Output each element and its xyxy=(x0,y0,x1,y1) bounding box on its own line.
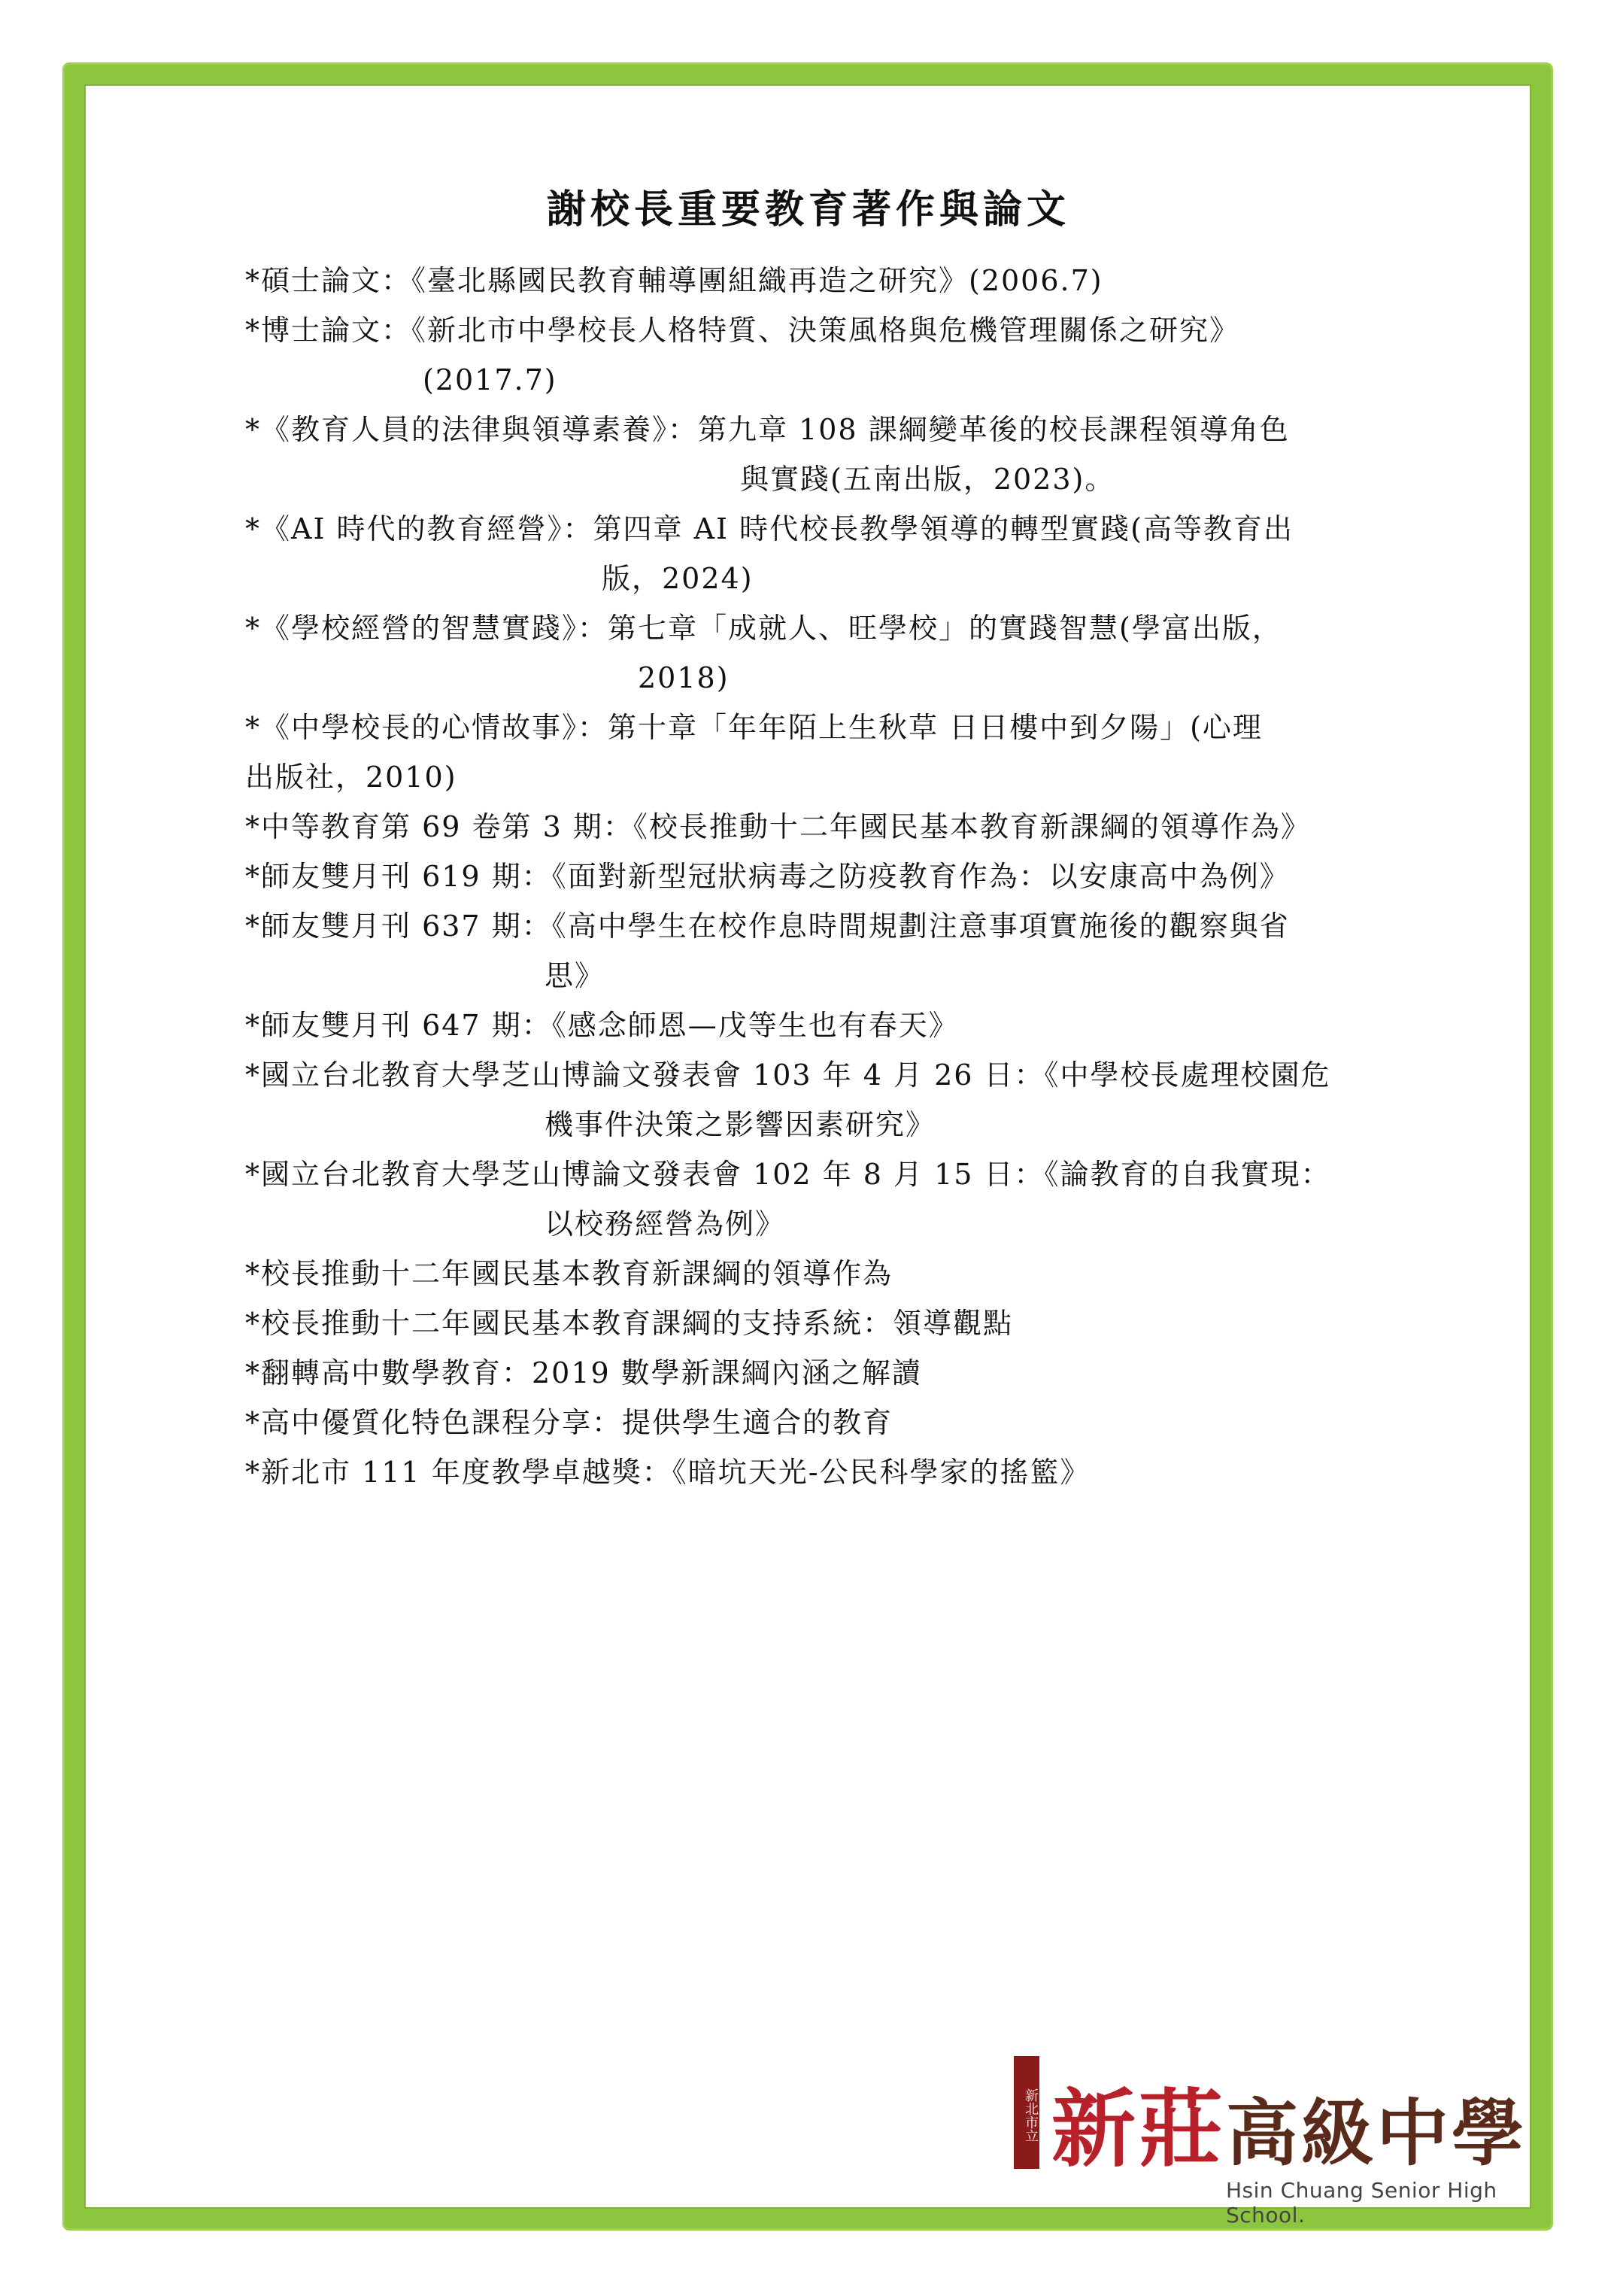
list-item xyxy=(245,603,1418,703)
list-item xyxy=(245,1398,1418,1447)
list-item xyxy=(245,1150,1418,1249)
list-item xyxy=(245,405,1418,504)
list-item-continuation: 機事件決策之影響因素研究》 xyxy=(545,1108,936,1141)
list-item-text: *《AI 時代的教育經營》：第四章 AI 時代校長教學領導的轉型實踐(高等教育出 xyxy=(245,512,1294,545)
list-item xyxy=(245,504,1418,603)
list-item xyxy=(245,802,1418,852)
list-item-text: *碩士論文：《臺北縣國民教育輔導團組織再造之研究》(2006.7) xyxy=(245,264,1103,297)
list-item-text: *國立台北教育大學芝山博論文發表會 102 年 8 月 15 日：《論教育的自我實現： xyxy=(245,1158,1331,1191)
list-item-continuation: 2018) xyxy=(638,661,730,694)
list-item-text: *師友雙月刊 619 期：《面對新型冠狀病毒之防疫教育作為：以安康高中為例》 xyxy=(245,860,1290,893)
list-item-text: *《學校經營的智慧實踐》：第七章「成就人、旺學校」的實踐智慧(學富出版， xyxy=(245,612,1282,645)
list-item xyxy=(245,1050,1418,1150)
list-item xyxy=(245,305,1418,405)
list-item-text: *高中優質化特色課程分享：提供學生適合的教育 xyxy=(245,1406,893,1439)
list-item xyxy=(245,852,1418,901)
list-item xyxy=(245,1447,1418,1497)
publication-list xyxy=(245,256,1418,1497)
list-item xyxy=(245,1348,1418,1398)
list-item-text: *中等教育第 69 卷第 3 期：《校長推動十二年國民基本教育新課綱的領導作為》 xyxy=(245,810,1311,843)
page-title: 謝校長重要教育著作與論文 xyxy=(546,187,1070,232)
list-item-text: *《教育人員的法律與領導素養》：第九章 108 課綱變革後的校長課程領導角色 xyxy=(245,413,1290,446)
logo-name-accent: 新莊 xyxy=(1051,2080,1226,2179)
logo-english-name: Hsin Chuang Senior High School. xyxy=(1226,2178,1497,2228)
list-item xyxy=(245,703,1418,802)
list-item xyxy=(245,1249,1418,1298)
list-item-text: *博士論文：《新北市中學校長人格特質、決策風格與危機管理關係之研究》 xyxy=(245,314,1240,347)
logo-name-rest: 高級中學 xyxy=(1226,2091,1527,2176)
list-item-text: *《中學校長的心情故事》：第十章「年年陌上生秋草 日日樓中到夕陽」(心理 xyxy=(245,711,1263,744)
list-item-text: *國立台北教育大學芝山博論文發表會 103 年 4 月 26 日：《中學校長處理校園危 xyxy=(245,1058,1331,1092)
list-item-text: *校長推動十二年國民基本教育課綱的支持系統：領導觀點 xyxy=(245,1307,1014,1340)
list-item-continuation: (2017.7) xyxy=(423,363,557,396)
list-item-text: *翻轉高中數學教育：2019 數學新課綱內涵之解讀 xyxy=(245,1356,922,1389)
list-item-text: *校長推動十二年國民基本教育新課綱的領導作為 xyxy=(245,1257,893,1290)
list-item xyxy=(245,256,1418,305)
list-item-continuation: 以校務經營為例》 xyxy=(545,1207,786,1241)
list-item-continuation: 版，2024) xyxy=(602,562,754,595)
list-item-continuation: 思》 xyxy=(545,959,605,992)
list-item xyxy=(245,901,1418,1001)
list-item-text: *師友雙月刊 647 期：《感念師恩—戊等生也有春天》 xyxy=(245,1009,959,1042)
logo-school-name xyxy=(1051,2062,1527,2183)
school-logo xyxy=(1000,2035,1542,2228)
list-item-text: *師友雙月刊 637 期：《高中學生在校作息時間規劃注意事項實施後的觀察與省 xyxy=(245,910,1290,943)
list-item xyxy=(245,1001,1418,1050)
list-item-continuation: 與實踐(五南出版，2023)。 xyxy=(740,463,1115,496)
list-item xyxy=(245,1298,1418,1348)
list-item-continuation: 出版社，2010) xyxy=(245,761,457,794)
logo-vertical-label: 新北市立 xyxy=(1014,2056,1039,2169)
list-item-text: *新北市 111 年度教學卓越獎：《暗坑天光-公民科學家的搖籃》 xyxy=(245,1456,1091,1489)
